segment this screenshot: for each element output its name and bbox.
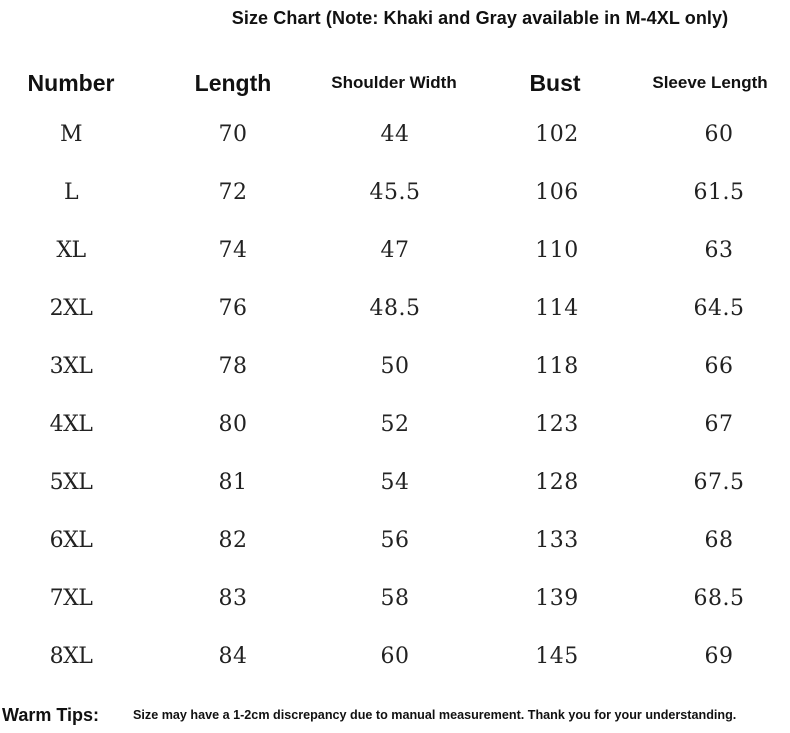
shoulder-width-cell: 47 — [380, 238, 410, 263]
size-cell: L — [63, 180, 79, 205]
sleeve-length-cell: 61.5 — [693, 180, 745, 205]
length-cell: 70 — [218, 122, 248, 147]
bust-cell: 128 — [535, 470, 579, 495]
warm-tips-label: Warm Tips: — [2, 705, 100, 725]
bust-cell: 145 — [535, 644, 579, 669]
length-cell: 80 — [218, 412, 248, 437]
sleeve-length-cell: 60 — [704, 122, 734, 147]
sleeve-length-cell: 68 — [704, 528, 734, 553]
sleeve-length-cell: 68.5 — [693, 586, 745, 611]
size-cell: 5XL — [49, 470, 93, 495]
bust-cell: 114 — [535, 296, 579, 321]
length-cell: 74 — [218, 238, 248, 263]
length-cell: 72 — [218, 180, 248, 205]
shoulder-width-cell: 50 — [380, 354, 410, 379]
sleeve-length-cell: 66 — [704, 354, 734, 379]
bust-cell: 110 — [535, 238, 579, 263]
shoulder-width-cell: 44 — [380, 122, 410, 147]
bust-cell: 133 — [535, 528, 579, 553]
table-row — [0, 412, 790, 452]
shoulder-width-cell: 48.5 — [369, 296, 421, 321]
length-cell: 83 — [218, 586, 248, 611]
length-cell: 76 — [218, 296, 248, 321]
size-cell: 2XL — [49, 296, 93, 321]
bust-cell: 123 — [535, 412, 579, 437]
header-sleeve-length: Sleeve Length — [652, 73, 768, 92]
table-row — [0, 470, 790, 510]
length-cell: 78 — [218, 354, 248, 379]
sleeve-length-cell: 64.5 — [693, 296, 745, 321]
bust-cell: 139 — [535, 586, 579, 611]
sleeve-length-cell: 67.5 — [693, 470, 745, 495]
table-row — [0, 122, 790, 162]
table-row — [0, 180, 790, 220]
shoulder-width-cell: 56 — [380, 528, 410, 553]
size-cell: 3XL — [49, 354, 93, 379]
header-bust: Bust — [529, 70, 581, 96]
header-number: Number — [27, 70, 115, 96]
length-cell: 81 — [218, 470, 248, 495]
shoulder-width-cell: 58 — [380, 586, 410, 611]
table-row — [0, 528, 790, 568]
bust-cell: 102 — [535, 122, 579, 147]
size-cell: XL — [56, 238, 86, 263]
size-cell: 7XL — [49, 586, 93, 611]
size-cell: 6XL — [49, 528, 93, 553]
shoulder-width-cell: 52 — [380, 412, 410, 437]
header-length: Length — [194, 70, 272, 96]
table-row — [0, 644, 790, 684]
header-shoulder-width: Shoulder Width — [331, 73, 457, 92]
table-row — [0, 586, 790, 626]
sleeve-length-cell: 69 — [704, 644, 734, 669]
bust-cell: 118 — [535, 354, 579, 379]
table-row — [0, 354, 790, 394]
length-cell: 82 — [218, 528, 248, 553]
length-cell: 84 — [218, 644, 248, 669]
size-cell: 4XL — [49, 412, 93, 437]
page-title: Size Chart (Note: Khaki and Gray available in M-4XL only) — [231, 8, 729, 28]
size-cell: 8XL — [49, 644, 93, 669]
shoulder-width-cell: 54 — [380, 470, 410, 495]
bust-cell: 106 — [535, 180, 579, 205]
sleeve-length-cell: 63 — [704, 238, 734, 263]
table-row — [0, 238, 790, 278]
shoulder-width-cell: 60 — [380, 644, 410, 669]
warm-tips-text: Size may have a 1-2cm discrepancy due to manual measurement. Thank you for your understanding. — [133, 708, 737, 722]
size-cell: M — [59, 122, 83, 147]
table-row — [0, 296, 790, 336]
shoulder-width-cell: 45.5 — [369, 180, 421, 205]
sleeve-length-cell: 67 — [704, 412, 734, 437]
